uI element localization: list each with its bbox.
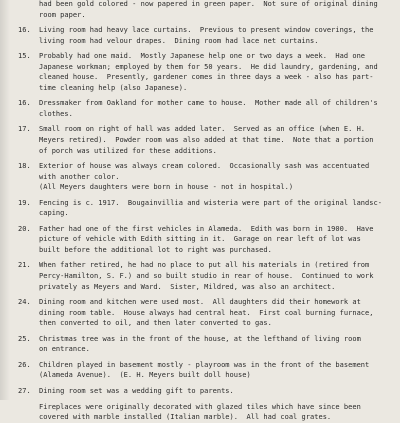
item-text: privately as Meyers and Ward. Sister, Mildred, was also an architect. (39, 282, 336, 291)
item-text: Living room had heavy lace curtains. Previous to present window coverings, the (39, 26, 374, 35)
text-line (0, 51, 400, 62)
text-line (0, 297, 400, 308)
item-text: caping. (39, 209, 69, 218)
item-number: 17. (18, 125, 31, 134)
text-line (0, 36, 400, 47)
text-line (0, 308, 400, 319)
text-line (0, 198, 400, 209)
item-number: 27. (18, 386, 31, 395)
item-number: 19. (18, 198, 31, 207)
text-line (0, 98, 400, 109)
item-number: 25. (18, 334, 31, 343)
text-line (0, 182, 400, 193)
text-line (0, 25, 400, 36)
item-text: built before the additional lot to right was purchased. (39, 245, 272, 254)
text-line (0, 360, 400, 371)
text-line (0, 135, 400, 146)
item-text: Children played in basement mostly - playroom was in the front of the basement (39, 360, 370, 369)
text-line (0, 402, 400, 413)
item-number: 16. (18, 26, 31, 35)
text-line (0, 318, 400, 329)
item-text: Meyers retired). Powder room was also added at that time. Note that a portion (39, 136, 374, 145)
item-text: of porch was utilized for these additions. (39, 146, 217, 155)
item-text: clothes. (39, 109, 73, 118)
item-text: (All Meyers daughters were born in house - not in hospital.) (39, 183, 294, 192)
item-text: Dressmaker from Oakland for mother came to house. Mother made all of children's (39, 99, 378, 108)
text-line (0, 370, 400, 381)
item-text: with another color. (39, 172, 120, 181)
item-text: covered with marble installed (Italian marble). All had coal grates. (39, 413, 332, 422)
item-text: Exterior of house was always cream colored. Occasionally sash was accentuated (39, 162, 370, 171)
item-text: room paper. (39, 10, 86, 19)
text-line (0, 224, 400, 235)
text-line (0, 234, 400, 245)
item-text: Christmas tree was in the front of the house, at the lefthand of living room (39, 334, 361, 343)
item-text: on entrance. (39, 345, 90, 354)
item-text: Dining room and kitchen were used most. All daughters did their homework at (39, 298, 361, 307)
item-text: When father retired, he had no place to put all his materials in (retired from (39, 261, 370, 270)
text-line (0, 334, 400, 345)
item-text: Fencing is c. 1917. Bougainvillia and wisteria were part of the original landsc- (39, 198, 382, 207)
text-line (0, 161, 400, 172)
item-text: Small room on right of hall was added later. Served as an office (when E. H. (39, 125, 366, 134)
text-line (0, 62, 400, 73)
text-line (0, 72, 400, 83)
text-line (0, 83, 400, 94)
item-text: Father had one of the first vehicles in Alameda. Edith was born in 1900. Have (39, 224, 374, 233)
item-number: 26. (18, 360, 31, 369)
text-line (0, 109, 400, 120)
text-line (0, 260, 400, 271)
text-line (0, 208, 400, 219)
item-text: picture of vehicle with Edith sitting in it. Garage on rear left of lot was (39, 235, 361, 244)
item-number: 16. (18, 99, 31, 108)
item-number: 24. (18, 298, 31, 307)
item-text: dining room table. House always had central heat. First coal burning furnace, (39, 308, 374, 317)
text-line (0, 344, 400, 355)
item-text: cleaned house. Presently, gardener comes in three days a week - also has part- (39, 73, 374, 82)
item-number: 18. (18, 162, 31, 171)
item-number: 15. (18, 52, 31, 61)
text-line (0, 271, 400, 282)
text-line (0, 245, 400, 256)
text-line (0, 0, 400, 10)
item-text: Japanese workman; employed by them for 50 years. He did laundry, gardening, and (39, 62, 378, 71)
text-line (0, 124, 400, 135)
text-line (0, 386, 400, 397)
item-number: 20. (18, 224, 31, 233)
item-text: had been gold colored - now papered in green paper. Not sure of original dining (39, 0, 378, 8)
item-number: 21. (18, 261, 31, 270)
item-text: Percy-Hamilton, S. F.) and so built studio in rear of house. Continued to work (39, 272, 374, 281)
item-text: Dining room set was a wedding gift to parents. (39, 386, 234, 395)
item-text: (Alameda Avenue). (E. H. Meyers built doll house) (39, 371, 251, 380)
item-text: living room had velour drapes. Dining room had lace net curtains. (39, 36, 319, 45)
item-text: Probably had one maid. Mostly Japanese help one or two days a week. Had one (39, 52, 366, 61)
text-line (0, 10, 400, 21)
text-line (0, 146, 400, 157)
text-line (0, 282, 400, 293)
text-line (0, 412, 400, 423)
item-text: then converted to oil, and then later converted to gas. (39, 319, 272, 328)
text-line (0, 172, 400, 183)
item-text: Fireplaces were originally decorated with glazed tiles which have since been (39, 402, 361, 411)
item-text: time cleaning help (also Japanese). (39, 83, 188, 92)
